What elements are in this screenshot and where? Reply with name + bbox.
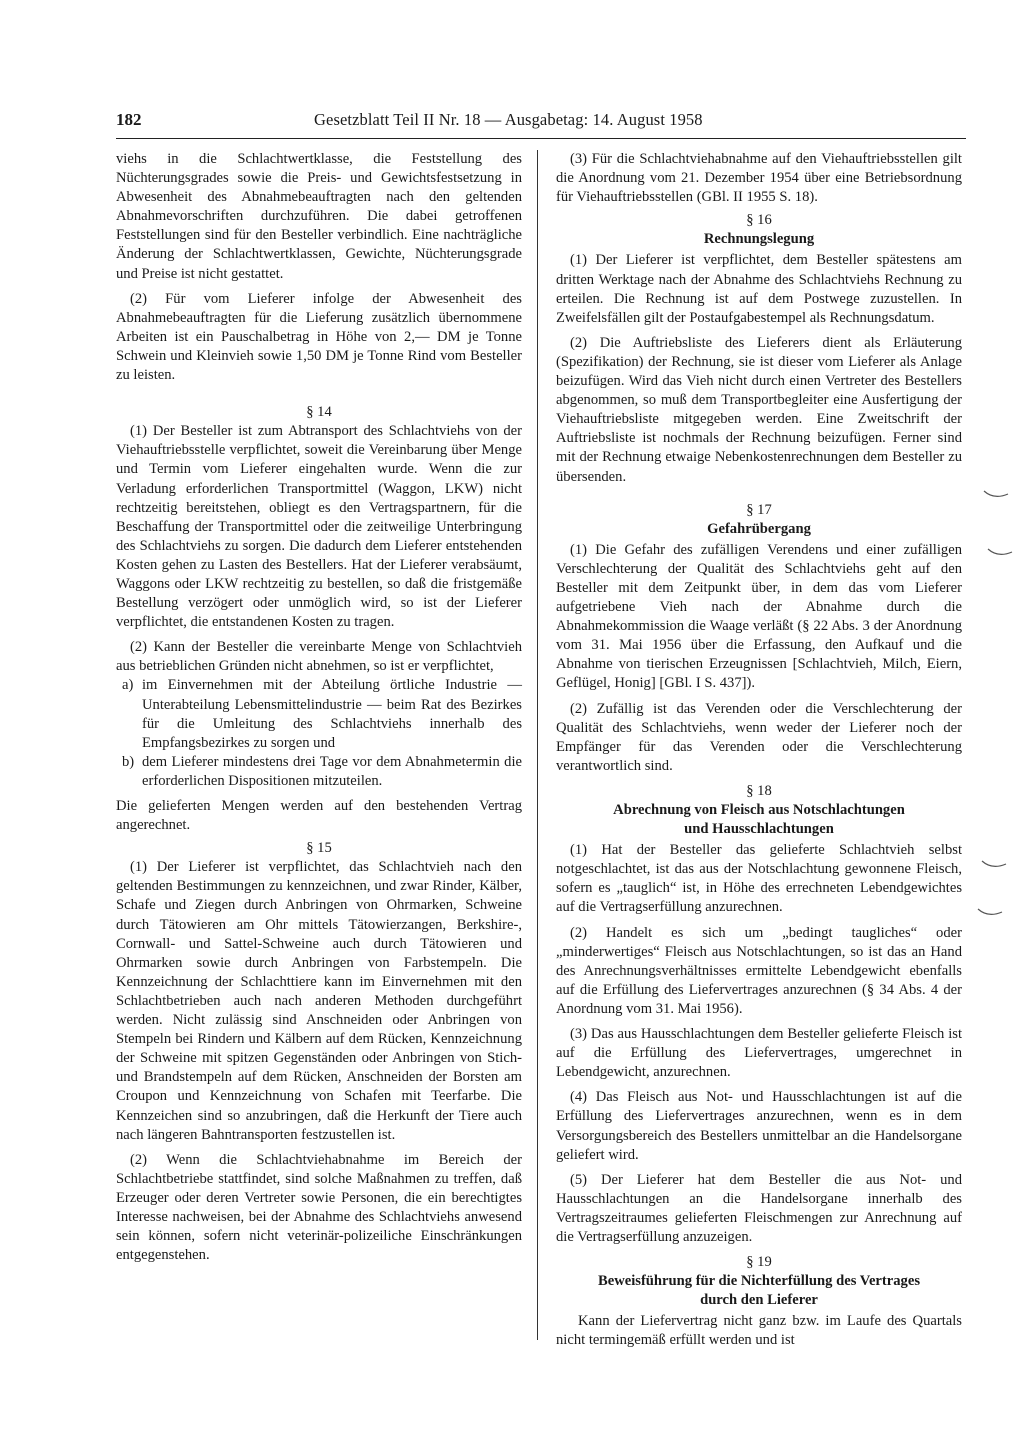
section-heading-19: Beweisführung für die Nichterfüllung des Vertrages <box>597 1273 920 1290</box>
section-sign-19: § 19 <box>746 1254 772 1271</box>
paragraph: viehs in die Schlachtwertklasse, die Feststellung des Nüchterungsgrades sowie die Preis- und Gewichtsfestsetzung in Abwesenheit des Abnahmebeauftragten nach den geltenden Abnahmevorschriften durchzuführen. Die dabei getroffenen Feststellungen sind für den Besteller verbindlich. Eine nachträgliche Änderung der Schlachtwertklassen, Gewichte, Nüchterungsgrade und Preise ist nicht gestattet. <box>116 151 522 282</box>
paragraph: (4) Das Fleisch aus Not- und Hausschlachtungen ist auf die Erfüllung des Liefervertrages anzurechnen, wenn es in dem Versorgungsbereich des Bestellers unmittelbar an die Handelsorgane geliefert wird. <box>556 1089 962 1163</box>
pencil-tick-icon <box>986 546 1014 558</box>
paragraph: (2) Die Auftriebsliste des Lieferers dient als Erläuterung (Spezifikation) der Rechnung, sie ist dieser vom Lieferer als Anlage beizufügen. Wird das Vieh nicht durch einen Vertreter des Bestellers abgenommen, so muß dem Transportbegleiter eine Ausfertigung der Viehauftriebsliste mitgegeben werden. Eine Zweitschrift der Auftriebsliste ist nochmals der Rechnung beizufügen. Ferner sind mit der Rechnung etwaige Nebenkostenrechnungen dem Besteller zu übersenden. <box>556 334 962 485</box>
page-header <box>116 110 966 138</box>
paragraph: (3) Das aus Hausschlachtungen dem Besteller gelieferte Fleisch ist auf die Erfüllung des Liefervertrages, umgerechnet in Lebendgewicht, anzurechnen. <box>556 1026 962 1081</box>
section-heading-18-cont: und Hausschlachtungen <box>684 821 834 838</box>
paragraph: (3) Für die Schlachtviehabnahme auf den Viehauftriebsstellen gilt die Anordnung vom 21. Dezember 1954 über eine Betriebsordnung für Viehauftriebsstellen (GBl. II 1955 S. 18). <box>556 151 962 206</box>
right-column <box>556 150 962 1357</box>
paragraph: (1) Der Lieferer ist verpflichtet, dem Besteller spätestens am dritten Werktage nach der Abnahme des Schlachtviehs Rechnung zu erteilen. Die Rechnung ist auf dem Postwege zuzustellen. In Zweifelsfällen gilt der Postaufgabestempel als Rechnungsdatum. <box>556 252 962 326</box>
enumerated-list <box>116 676 522 791</box>
paragraph: (2) Zufällig ist das Verenden oder die Verschlechterung der Qualität des Schlachtviehs, wenn weder der Lieferer noch der Empfänger für das Verenden oder die Verschlechterung verantwortlich sind. <box>556 700 962 774</box>
section-heading-19-cont: durch den Lieferer <box>700 1292 818 1309</box>
list-item <box>116 753 522 791</box>
paragraph: (5) Der Lieferer hat dem Besteller die aus Not- und Hausschlachtungen an die Handelsorgane innerhalb des Vertragszeitraumes gelieferten Fleischmengen zur Anrechnung auf die Vertragserfüllung anzuzeigen. <box>556 1171 962 1245</box>
paragraph: Die gelieferten Mengen werden auf den bestehenden Vertrag angerechnet. <box>116 798 522 834</box>
paragraph: (2) Handelt es sich um „bedingt taugliches“ oder „minderwertiges“ Fleisch aus Notschlachtungen, so ist das an Hand des Anrechnungsverhältnisses ermittelte Lebendgewicht ebenfalls auf die Erfüllung des Liefervertrages anzurechnen (§ 34 Abs. 4 der Anordnung vom 31. Mai 1956). <box>556 924 962 1017</box>
section-sign-16: § 16 <box>746 212 772 229</box>
paragraph: (1) Hat der Besteller das gelieferte Schlachtvieh selbst notgeschlachtet, ist das aus der Notschlachtung gewonnene Fleisch, sofern es „tauglich“ ist, in Höhe des errechneten Lebendgewichtes auf die Vertragserfüllung anzurechnen. <box>556 842 962 916</box>
section-heading-18: Abrechnung von Fleisch aus Notschlachtungen <box>613 802 905 818</box>
list-item <box>116 676 522 752</box>
section-sign-14: § 14 <box>306 404 332 421</box>
list-marker: b) <box>122 753 135 770</box>
list-item-text: im Einvernehmen mit der Abteilung örtliche Industrie — Unterabteilung Lebensmittelindustrie — beim Rat des Bezirkes für die Umleitung des Schlachtviehs innerhalb des Empfangsbezirkes zu sorgen und <box>142 677 522 751</box>
section-heading-16: Rechnungslegung <box>703 231 815 248</box>
pencil-tick-icon <box>982 488 1010 500</box>
running-title: Gesetzblatt Teil II Nr. 18 — Ausgabetag: 14. August 1958 <box>314 110 703 129</box>
list-item-text: dem Lieferer mindestens drei Tage vor dem Abnahmetermin die erforderlichen Dispositionen mitzuteilen. <box>142 753 522 789</box>
section-heading-17: Gefahrübergang <box>707 520 811 537</box>
pencil-tick-icon <box>980 858 1008 870</box>
left-column <box>116 150 522 1271</box>
paragraph: (2) Kann der Besteller die vereinbarte Menge von Schlachtvieh aus betrieblichen Gründen nicht abnehmen, so ist er verpflichtet, <box>116 639 522 675</box>
paragraph: Kann der Liefervertrag nicht ganz bzw. im Laufe des Quartals nicht termingemäß erfüllt werden und ist <box>556 1313 962 1349</box>
paragraph: (1) Der Lieferer ist verpflichtet, das Schlachtvieh nach den geltenden Bestimmungen zu kennzeichnen, und zwar Rinder, Kälber, Schafe und Ziegen durch Anbringen von Ohrmarken, Schweine durch Tätowieren am Ohr mittels Tätowierzangen, Berkshire-, Cornwall- und Sattel-Schweine auch durch Tätowieren und Ohrmarken sowie durch Anbringen von Farbstempeln. Die Kennzeichnung der Schlachttiere kann im Einvernehmen mit den Schlachtbetrieben auch nach anderen Methoden durchgeführt werden. Nicht zulässig sind Anschneiden oder Anbringen von Stempeln bei Rindern und Kälbern auf dem Rücken, Kennzeichnung der Schweine mit spitzen Gegenständen oder Anbringen von Stich- und Brandstempeln auf dem Rücken, Anschneiden der Borsten am Croupon und Kennzeichnung von Schafen mit Teerfarbe. Die Kennzeichen sind so anzubringen, daß die Herkunft der Tiere auch nach längeren Bahntransporten festzustellen ist. <box>116 859 522 1143</box>
paragraph: (1) Der Besteller ist zum Abtransport des Schlachtviehs von der Viehauftriebsstelle verpflichtet, soweit die Vereinbarung über Menge und Termin vom Lieferer eingehalten wurde. Wenn die zur Verladung erforderlichen Transportmittel (Waggon, LKW) nicht rechtzeitig bereitstehen, obliegt es den Vertragspartnern, für die Beschaffung der Transportmittel oder die zeitweilige Unterbringung des Schlachtviehs zu sorgen. Die dadurch dem Lieferer entstehenden Kosten gehen zu Lasten des Bestellers. Hat der Lieferer verabsäumt, Waggons oder LKW rechtzeitig zu bestellen, so daß die fristgemäße Bestellung verzögert oder unmöglich wird, so ist der Lieferer verpflichtet, die entstandenen Kosten zu tragen. <box>116 423 522 631</box>
paragraph: (1) Die Gefahr des zufälligen Verendens und einer zufälligen Verschlechterung der Qualität des Schlachtviehs geht auf den Besteller mit dem Zeitpunkt über, in dem das vom Lieferer aufgetriebene Vieh nach der Abnahme durch die Abnahmekommission die Waage verläßt (§ 22 Abs. 3 der Anordnung vom 31. Mai 1956 über die Erfassung, den Aufkauf und die Abnahme von tierischen Erzeugnissen [Schlachtvieh, Milch, Eiern, Geflügel, Honig] [GBl. I S. 437]). <box>556 541 962 692</box>
column-divider <box>537 150 538 1340</box>
section-sign-17: § 17 <box>746 501 772 518</box>
header-rule <box>116 138 966 139</box>
paragraph: (2) Für vom Lieferer infolge der Abwesenheit des Abnahmebeauftragten für die Lieferung zusätzlich übernommene Arbeiten ist ein Pauschalbetrag in Höhe von 2,— DM je Tonne Schwein und Kleinvieh sowie 1,50 DM je Tonne Rind vom Besteller zu leisten. <box>116 290 522 384</box>
section-sign-15: § 15 <box>306 840 332 857</box>
section-sign-18: § 18 <box>746 782 772 799</box>
page-number: 182 <box>116 110 142 129</box>
pencil-tick-icon <box>976 906 1004 918</box>
list-marker: a) <box>122 677 134 694</box>
paragraph: (2) Wenn die Schlachtviehabnahme im Bereich der Schlachtbetriebe stattfindet, sind solche Maßnahmen zu treffen, daß Erzeuger oder deren Vertreter sowie Personen, die ein berechtigtes Interesse nachweisen, bei der Abnahme des Schlachtviehs anwesend sein können, sofern nicht veterinär-polizeiliche Einschränkungen entgegenstehen. <box>116 1151 522 1264</box>
